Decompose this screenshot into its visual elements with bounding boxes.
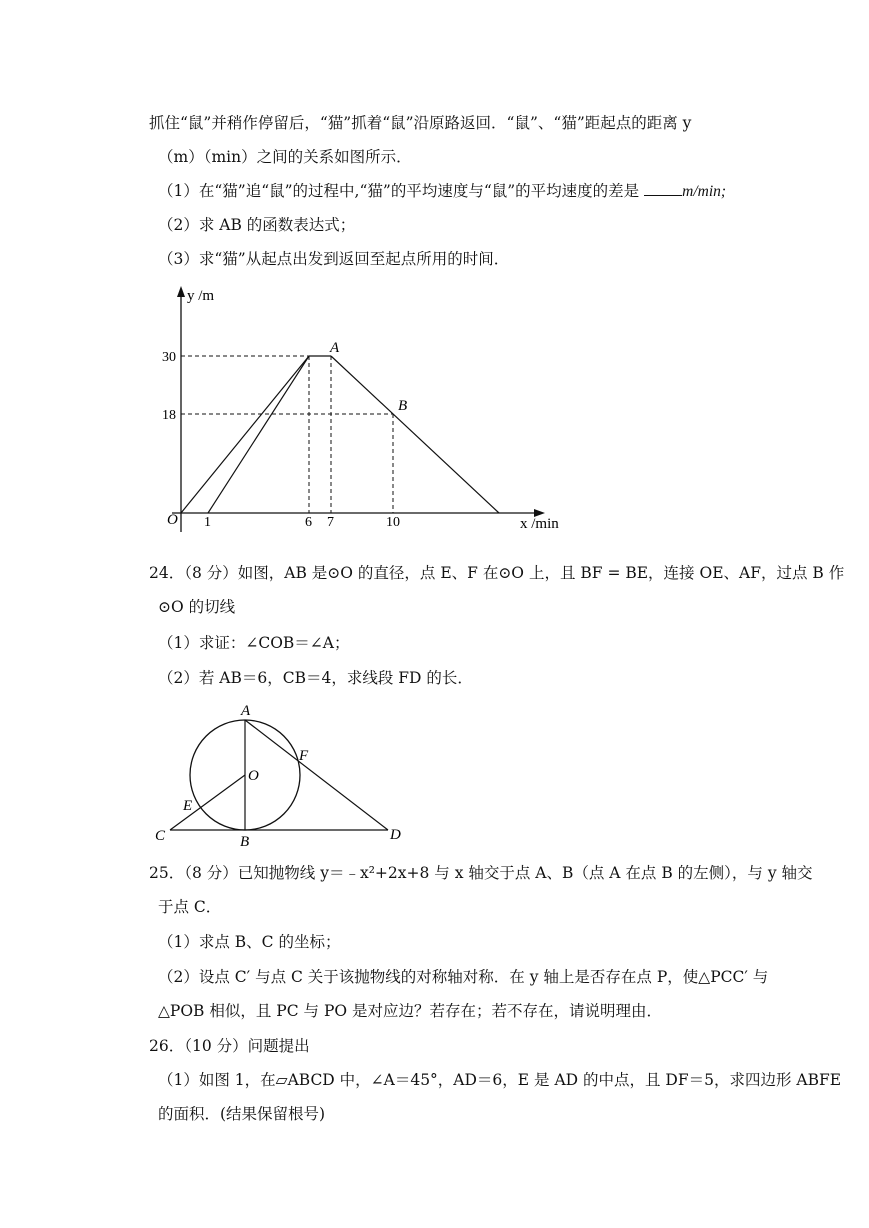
q23-sub-1-unit: m/min; (682, 183, 727, 200)
q24-line-1: 24．（8 分）如图，AB 是⊙O 的直径，点 E、F 在⊙O 上，且 BF = BE，连接 OE、AF，过点 B 作 (149, 564, 845, 582)
y-tick-18: 18 (162, 408, 176, 423)
q26-line-2: （1）如图 1，在▱ABCD 中，∠A＝45°，AD＝6，E 是 AD 的中点，且 DF＝5，求四边形 ABFE (158, 1071, 842, 1089)
label-c: C (155, 828, 166, 844)
q25-sub-2b: △POB 相似，且 PC 与 PO 是对应边？若存在；若不存在，请说明理由． (158, 1002, 663, 1020)
q23-sub-3: （3）求“猫”从起点出发到返回至起点所用的时间． (158, 250, 510, 268)
x-tick-6: 6 (305, 515, 312, 530)
label-a: A (241, 703, 251, 719)
label-e: E (183, 798, 193, 814)
mouse-line (181, 356, 309, 513)
x-tick-10: 10 (386, 515, 400, 530)
point-b-label: B (398, 398, 408, 414)
q25-sub-1: （1）求点 B、C 的坐标； (158, 933, 341, 951)
q25-sub-2a: （2）设点 C′ 与点 C 关于该抛物线的对称轴对称．在 y 轴上是否存在点 P，使△PCC′ 与 (158, 968, 769, 986)
x-tick-1: 1 (204, 515, 211, 530)
answer-blank[interactable] (644, 181, 682, 196)
y-axis-label: y /m (187, 288, 215, 304)
return-line (331, 356, 499, 513)
q23-sub-1 (158, 181, 726, 202)
segment-co (170, 775, 245, 830)
distance-time-graph (150, 280, 570, 540)
x-tick-7: 7 (327, 515, 334, 530)
q23-sub-2: （2）求 AB 的函数表达式； (158, 216, 356, 234)
x-axis-label: x /min (520, 516, 559, 532)
y-tick-30: 30 (162, 350, 176, 365)
q25-line-2: 于点 C． (158, 898, 222, 916)
q26-line-1: 26．（10 分）问题提出 (149, 1037, 310, 1055)
point-a-label: A (330, 340, 340, 356)
y-axis-arrow (177, 286, 185, 297)
segment-ad (245, 720, 388, 830)
q23-line-2: （m）（min）之间的关系如图所示． (158, 148, 412, 166)
cat-line (208, 356, 309, 513)
q24-sub-2: （2）若 AB＝6，CB＝4，求线段 FD 的长． (158, 669, 473, 687)
q26-line-3: 的面积．(结果保留根号) (158, 1105, 326, 1123)
q25-line-1: 25．（8 分）已知抛物线 y＝﹣x²+2x+8 与 x 轴交于点 A、B（点 A 在点 B 的左侧），与 y 轴交 (149, 864, 813, 882)
label-b: B (240, 834, 250, 850)
q24-sub-1: （1）求证：∠COB＝∠A； (158, 634, 350, 652)
label-d: D (390, 827, 401, 843)
q23-line-1: 抓住“鼠”并稍作停留后，“猫”抓着“鼠”沿原路返回．“鼠”、“猫”距起点的距离 y (149, 114, 692, 132)
origin-label: O (167, 512, 178, 528)
circle-figure (150, 700, 420, 850)
q24-line-2: ⊙O 的切线 (158, 598, 236, 616)
label-f: F (299, 748, 309, 764)
q23-sub-1-text: （1）在“猫”追“鼠”的过程中,“猫”的平均速度与“鼠”的平均速度的差是 (158, 182, 640, 200)
label-o: O (248, 768, 259, 784)
